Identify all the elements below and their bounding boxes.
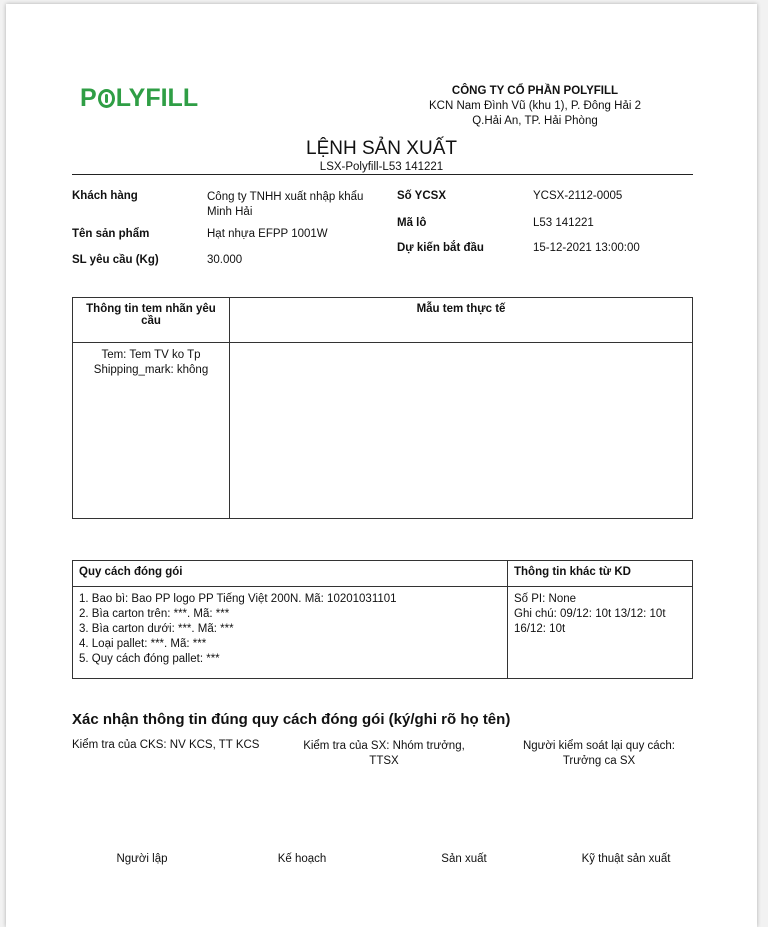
label-sample-cell: [230, 343, 693, 519]
qty-label: SL yêu cầu (Kg): [72, 254, 159, 266]
pi-number: Số PI: None: [514, 593, 577, 605]
logo-letter-p: P: [80, 84, 97, 112]
label-table: [72, 297, 693, 519]
signature-plan: Kế hoạch: [277, 853, 327, 865]
start-label: Dự kiến bắt đầu: [397, 242, 484, 254]
company-address-2: Q.Hải An, TP. Hải Phòng: [472, 115, 598, 127]
label-col1-header: Thông tin tem nhãn yêu cầu: [73, 298, 230, 343]
lot-label: Mã lô: [397, 217, 427, 229]
title-divider: [72, 174, 693, 175]
note: Ghi chú: 09/12: 10t 13/12: 10t 16/12: 10t: [514, 608, 666, 635]
lot-value: L53 141221: [533, 217, 594, 229]
label-requirements-cell: [73, 343, 230, 519]
other-info-cell: [508, 587, 693, 679]
product-value: Hạt nhựa EFPP 1001W: [207, 228, 328, 240]
packing-col1-header: Quy cách đóng gói: [73, 561, 508, 587]
company-name: CÔNG TY CỔ PHẦN POLYFILL: [451, 85, 619, 97]
qty-value: 30.000: [207, 254, 243, 266]
packing-item: 3. Bìa carton dưới: ***. Mã: ***: [79, 623, 234, 635]
confirm-sx: Kiểm tra của SX: Nhóm trưởng, TTSX: [303, 740, 465, 767]
document-code: LSX-Polyfill-L53 141221: [319, 161, 444, 173]
ycsx-value: YCSX-2112-0005: [533, 190, 623, 202]
logo-o-icon: [98, 89, 115, 108]
packing-item: 2. Bìa carton trên: ***. Mã: ***: [79, 608, 230, 620]
customer-label: Khách hàng: [72, 190, 138, 202]
logo-text: LYFILL: [115, 84, 199, 112]
packing-item: 4. Loại pallet: ***. Mã: ***: [79, 638, 207, 650]
packing-col2-header: Thông tin khác từ KD: [508, 561, 693, 587]
confirm-cks: Kiểm tra của CKS: NV KCS, TT KCS: [72, 739, 260, 751]
company-address-1: KCN Nam Đình Vũ (khu 1), P. Đông Hải 2: [429, 100, 641, 112]
label-line-1: Tem: Tem TV ko Tp: [101, 349, 201, 361]
start-value: 15-12-2021 13:00:00: [533, 242, 640, 254]
polyfill-logo: [80, 84, 198, 113]
packing-item: 5. Quy cách đóng pallet: ***: [79, 653, 220, 665]
packing-spec-cell: [73, 587, 508, 679]
company-block: [405, 84, 665, 129]
confirm-title: Xác nhận thông tin đúng quy cách đóng gói (ký/ghi rõ họ tên): [72, 711, 511, 728]
document-page: [6, 4, 757, 927]
signature-production: Sản xuất: [441, 853, 487, 865]
customer-value: Công ty TNHH xuất nhập khẩu Minh Hải: [207, 191, 364, 218]
label-line-2: Shipping_mark: không: [93, 364, 209, 376]
packing-table: [72, 560, 693, 679]
signature-engineering: Kỹ thuật sản xuất: [581, 853, 671, 865]
signature-creator: Người lập: [116, 853, 168, 865]
ycsx-label: Số YCSX: [397, 190, 446, 202]
confirm-ctrl: Người kiểm soát lại quy cách: Trưởng ca SX: [522, 740, 676, 767]
document-title: LỆNH SẢN XUẤT: [306, 138, 457, 159]
product-label: Tên sản phẩm: [72, 228, 150, 240]
label-col2-header: Mẫu tem thực tế: [230, 298, 693, 343]
packing-item: 1. Bao bì: Bao PP logo PP Tiếng Việt 200N. Mã: 10201031101: [79, 593, 397, 605]
